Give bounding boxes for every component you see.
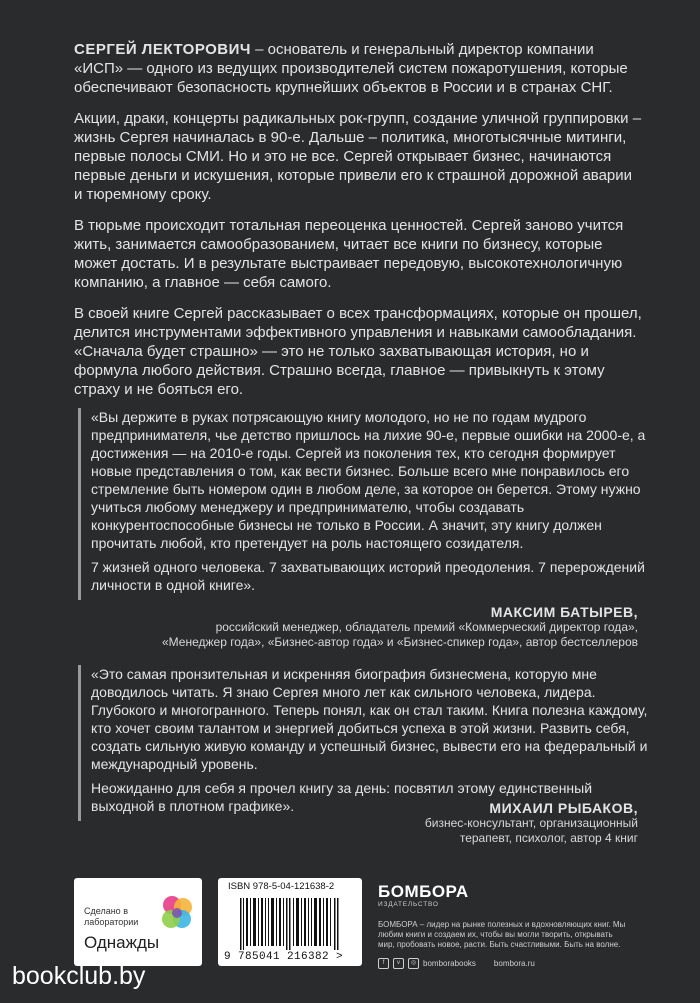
odnazhdy-logo-icon	[160, 894, 194, 932]
instagram-icon: ◎	[408, 958, 419, 969]
author-description: российский менеджер, обладатель премий «Коммерческий директор года»,	[215, 620, 638, 634]
isbn-barcode	[218, 878, 362, 966]
publisher-logo: БОМБОРА	[378, 882, 469, 901]
odnazhdy-caption	[84, 906, 138, 928]
bio-paragraph: Акции, драки, концерты радикальных рок-групп, создание уличной группировки – жизнь Сергея начиналась в 90-е. Дальше – политика, многотысячные митинги, первые полосы СМИ. Но и это не все. Сергей открывает бизнес, начинаются первые деньги и искушения, которые привели его к страшной дорожной аварии и тюремному сроку.	[74, 110, 642, 203]
publisher-social	[378, 958, 628, 969]
publisher-block	[378, 882, 628, 969]
odnazhdy-badge	[74, 878, 202, 966]
testimonial-quote	[78, 665, 651, 821]
testimonial-author	[162, 604, 638, 650]
publisher-handle: bomborabooks	[423, 959, 476, 968]
back-cover-footer	[0, 870, 700, 1003]
author-name: СЕРГЕЙ ЛЕКТОРОВИЧ	[74, 41, 251, 58]
odnazhdy-title: Однажды	[84, 933, 160, 952]
quote-paragraph: «Вы держите в руках потрясающую книгу молодого, но не по годам мудрого предпринимателя, чье детство пришлось на лихие 90-е, первые ошибки на 2000-е, а достижения — на 2010-е годы. Сергей из поколения тех, кто сегодня формирует новые представления о том, как вести бизнес. Больше всего мне понравилось его стремление быть номером один в любом деле, за которое он берется. Этому нужно учиться любому менеджеру и предпринимателю, чтобы создавать конкурентоспособные бизнесы не только в России. А значит, эту книгу должен прочитать любой, кто претендует на роль настоящего созидателя.	[91, 409, 646, 551]
vk-icon: v	[393, 958, 404, 969]
testimonial-quote	[78, 408, 651, 600]
isbn-number: ISBN 978-5-04-121638-2	[228, 881, 335, 892]
publisher-description: БОМБОРА – лидер на рынке полезных и вдохновляющих книг. Мы любим книги и создаем их, чтобы вы могли творить, открывать мир, пробовать новое, расти. Быть счастливыми. Быть на волне.	[378, 920, 626, 949]
barcode-icon	[240, 898, 340, 950]
ean-digits: 9 785041 216382 >	[224, 951, 344, 963]
testimonial-author	[425, 800, 638, 846]
quote-paragraph: Неожиданно для себя я прочел книгу за день: посвятил этому единственный выходной в плотном графике».	[91, 780, 593, 814]
facebook-icon: f	[378, 958, 389, 969]
author-description: «Менеджер года», «Бизнес-автор года» и «Бизнес-спикер года», автор бестселлеров	[161, 635, 638, 649]
caption-line: лаборатории	[84, 917, 139, 927]
watermark: bookclub.by	[12, 962, 146, 990]
publisher-subtitle: ИЗДАТЕЛЬСТВО	[378, 901, 439, 908]
author-bio	[74, 40, 644, 411]
caption-line: Сделано в	[84, 906, 128, 916]
author-name: МАКСИМ БАТЫРЕВ,	[490, 604, 638, 620]
bio-paragraph: В своей книге Сергей рассказывает о всех трансформациях, которые он прошел, делится инструментами эффективного управления и навыками самообладания. «Сначала будет страшно» — это не только захватывающая история, но и формула любого действия. Страшно всегда, главное — привыкнуть к этому страху и не бояться его.	[74, 305, 642, 398]
author-name: МИХАИЛ РЫБАКОВ,	[489, 800, 638, 816]
bio-paragraph	[74, 40, 644, 97]
bio-text: – основатель и генеральный директор компании «ИСП» — одного из ведущих производителей систем пожаротушения, которые обеспечивают безопасность крупнейших объектов в России и в странах СНГ.	[74, 41, 628, 96]
publisher-site: bombora.ru	[493, 959, 535, 968]
quote-paragraph: 7 жизней одного человека. 7 захватывающих историй преодоления. 7 перерождений личности в одной книге».	[91, 559, 645, 593]
author-description: терапевт, психолог, автор 4 книг	[459, 831, 638, 845]
author-description: бизнес-консультант, организационный	[424, 816, 638, 830]
quote-paragraph: «Это самая пронзительная и искренняя биография бизнесмена, которую мне доводилось читать. Я знаю Сергея много лет как сильного человека, лидера. Глубокого и многогранного. Теперь понял, как он стал таким. Книга полезна каждому, кто хочет своим талантом и энергией добиться успеха в этой жизни. Развить себя, создать сильную живую команду и успешный бизнес, вывести его на федеральный и международный уровень.	[91, 666, 648, 772]
bio-paragraph: В тюрьме происходит тотальная переоценка ценностей. Сергей заново учится жить, занимается самообразованием, читает все книги по бизнесу, которые может достать. И в результате выстраивает передовую, высокотехнологичную компанию, а главное — себя самого.	[74, 217, 624, 291]
